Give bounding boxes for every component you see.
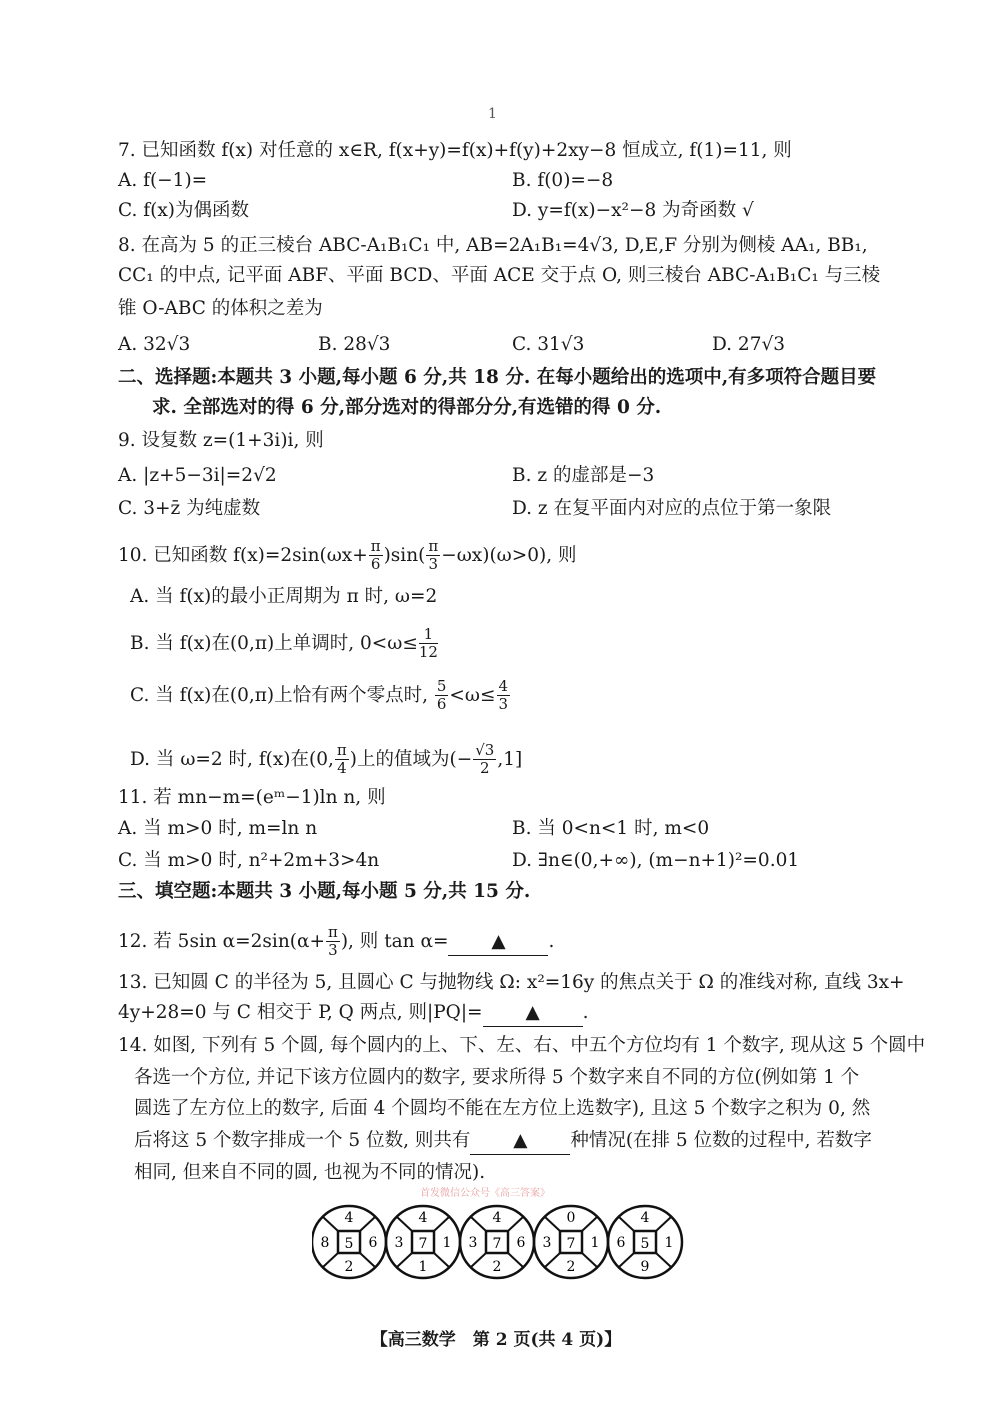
line-main <box>118 334 190 355</box>
text-segment: 11. 若 mn−m=(eᵐ−1)ln n, 则 <box>118 787 386 808</box>
answer-blank: ▲ <box>483 1000 583 1027</box>
text-segment: )sin( <box>383 544 426 566</box>
line-main <box>118 140 792 161</box>
text-segment: A. 当 f(x)的最小正周期为 π 时, ω=2 <box>130 586 438 607</box>
circle-digit-bottom: 2 <box>492 1259 502 1275</box>
denominator: 6 <box>436 695 447 713</box>
divider <box>323 1253 338 1267</box>
divider <box>508 1253 523 1267</box>
text-line <box>118 538 577 573</box>
divider <box>545 1253 560 1267</box>
circle-digit-bottom: 2 <box>566 1259 576 1275</box>
circle-digit-bottom: 9 <box>640 1259 650 1275</box>
text-line <box>118 848 800 874</box>
divider <box>471 1217 486 1231</box>
line-main <box>118 972 905 993</box>
text-line <box>130 678 511 713</box>
text-segment: ), 则 tan α= <box>340 930 449 952</box>
text-segment: 求. 全部选对的得 6 分,部分选对的得部分分,有选错的得 0 分. <box>152 397 662 418</box>
fraction <box>426 538 440 573</box>
numerator: π <box>428 537 439 555</box>
text-segment: 12. 若 5sin α=2sin(α+ <box>118 930 325 952</box>
divider <box>656 1217 671 1231</box>
answer-blank: ▲ <box>470 1128 570 1155</box>
numerator: 5 <box>436 677 447 695</box>
text-segment: D. ∃n∈(0,+∞), (m−n+1)²=0.01 <box>512 850 800 871</box>
line-main <box>118 430 324 451</box>
line-main <box>152 397 661 418</box>
text-line <box>134 1096 870 1122</box>
text-line <box>118 138 792 164</box>
line-main <box>118 1035 925 1056</box>
option-right <box>512 198 754 224</box>
text-line <box>130 626 439 661</box>
line-main <box>130 586 437 607</box>
text-segment: D. y=f(x)−x²−8 为奇函数 √ <box>512 200 754 221</box>
circle-digit-center: 7 <box>492 1236 502 1252</box>
divider <box>619 1217 634 1231</box>
line-main <box>134 1130 872 1151</box>
text-line <box>118 463 655 489</box>
text-segment: 各选一个方位, 并记下该方位圆内的数字, 要求所得 5 个数字来自不同的方位(例如第 1 个 <box>134 1067 860 1088</box>
circle-digit-left: 6 <box>616 1235 626 1251</box>
text-segment: A. 当 m>0 时, m=ln n <box>118 818 318 839</box>
text-line <box>118 924 554 959</box>
page-mark: 1 <box>488 106 497 122</box>
text-segment: B. 当 f(x)在(0,π)上单调时, 0<ω≤ <box>130 632 418 654</box>
circle-digit-right: 6 <box>516 1235 526 1251</box>
divider <box>397 1253 412 1267</box>
line-main <box>130 677 511 713</box>
text-segment: D. 27√3 <box>712 334 786 355</box>
line-main <box>134 1162 485 1183</box>
circle-digit-bottom: 1 <box>418 1259 428 1275</box>
text-line <box>118 263 880 289</box>
denominator: 6 <box>370 555 381 573</box>
text-segment: 8. 在高为 5 的正三棱台 ABC-A₁B₁C₁ 中, AB=2A₁B₁=4√3, D,E,F 分别为侧棱 AA₁, BB₁, <box>118 235 868 256</box>
text-segment: 三、填空题:本题共 3 小题,每小题 5 分,共 15 分. <box>118 881 531 902</box>
denominator: 12 <box>418 643 438 661</box>
denominator: 3 <box>498 695 509 713</box>
text-segment: 锥 O-ABC 的体积之差为 <box>118 298 323 319</box>
line-main <box>118 235 868 256</box>
circle-digit-center: 5 <box>344 1236 354 1252</box>
text-segment: . <box>548 930 555 952</box>
line-main <box>118 787 386 808</box>
line-main <box>118 496 260 522</box>
text-line <box>134 1065 859 1091</box>
text-segment: 7. 已知函数 f(x) 对任意的 x∈R, f(x+y)=f(x)+f(y)+2xy−8 恒成立, f(1)=11, 则 <box>118 140 792 161</box>
circle-digit-top: 4 <box>492 1210 502 1226</box>
line-main <box>118 168 207 194</box>
text-segment: 圆选了左方位上的数字, 后面 4 个圆均不能在左方位上选数字), 且这 5 个数字之积为 0, 然 <box>134 1098 871 1119</box>
denominator: 3 <box>328 941 338 959</box>
text-segment: C. 当 f(x)在(0,π)上恰有两个零点时, <box>130 684 434 706</box>
fraction <box>369 538 383 573</box>
answer-blank: ▲ <box>448 929 548 956</box>
watermark: 首发微信公众号《高三答案》 <box>420 1188 550 1199</box>
line-main <box>130 625 439 661</box>
divider <box>434 1253 449 1267</box>
text-line <box>130 742 522 777</box>
circle-digit-left: 3 <box>394 1235 404 1251</box>
text-segment: 9. 设复数 z=(1+3i)i, 则 <box>118 430 324 451</box>
text-segment: . <box>582 1002 589 1023</box>
fraction <box>326 924 340 959</box>
line-main <box>118 367 876 388</box>
divider <box>323 1217 338 1231</box>
text-line <box>134 1128 872 1155</box>
divider <box>508 1217 523 1231</box>
text-line <box>118 365 876 391</box>
text-segment: 后将这 5 个数字排成一个 5 位数, 则共有 <box>134 1130 471 1151</box>
divider <box>360 1217 375 1231</box>
line-main <box>118 1002 588 1023</box>
text-segment: )上的值域为(− <box>349 748 473 770</box>
circle-digit-center: 7 <box>418 1236 428 1252</box>
text-line <box>118 785 386 811</box>
divider <box>656 1253 671 1267</box>
five-circles-figure <box>312 1204 692 1284</box>
line-main <box>118 265 880 286</box>
text-line <box>118 1033 925 1059</box>
divider <box>397 1217 412 1231</box>
fraction <box>435 678 449 713</box>
text-segment: B. f(0)=−8 <box>512 170 614 191</box>
line-main <box>130 741 523 777</box>
divider <box>545 1217 560 1231</box>
text-line <box>118 198 754 224</box>
divider <box>360 1253 375 1267</box>
circle-digit-center: 5 <box>640 1236 650 1252</box>
option-c2 <box>318 332 390 358</box>
fraction <box>419 626 438 661</box>
line-main <box>118 848 379 874</box>
circle-digit-right: 1 <box>442 1235 452 1251</box>
denominator: 3 <box>428 555 439 573</box>
text-segment: 10. 已知函数 f(x)=2sin(ωx+ <box>118 544 368 566</box>
text-line <box>118 296 323 322</box>
circle-digit-right: 1 <box>664 1235 674 1251</box>
text-segment: B. 当 0<n<1 时, m<0 <box>512 818 710 839</box>
option-c4 <box>712 332 785 358</box>
divider <box>582 1217 597 1231</box>
text-segment: CC₁ 的中点, 记平面 ABF、平面 BCD、平面 ACE 交于点 O, 则三棱台 ABC-A₁B₁C₁ 与三棱 <box>118 265 881 286</box>
text-segment: 二、选择题:本题共 3 小题,每小题 6 分,共 18 分. 在每小题给出的选项中,有多项符合题目要 <box>118 367 877 388</box>
fraction <box>473 742 496 777</box>
denominator: 2 <box>479 759 490 777</box>
numerator: π <box>336 741 347 759</box>
line-main <box>118 537 577 573</box>
circle-digit-center: 7 <box>566 1236 576 1252</box>
circle-digit-left: 8 <box>320 1235 330 1251</box>
numerator: π <box>370 537 381 555</box>
text-segment: B. 28√3 <box>318 334 391 355</box>
line-main <box>118 298 323 319</box>
text-line <box>118 970 905 996</box>
text-segment: 13. 已知圆 C 的半径为 5, 且圆心 C 与抛物线 Ω: x²=16y 的焦点关于 Ω 的准线对称, 直线 3x+ <box>118 972 905 993</box>
fraction <box>335 742 349 777</box>
text-segment: −ωx)(ω>0), 则 <box>441 544 577 566</box>
line-main <box>134 1067 859 1088</box>
text-line <box>118 332 786 358</box>
option-right <box>512 168 613 194</box>
line-main <box>118 881 530 902</box>
text-line <box>118 428 324 454</box>
text-segment: D. 当 ω=2 时, f(x)在(0, <box>130 748 334 770</box>
text-segment: A. 32√3 <box>118 334 191 355</box>
circle-digit-top: 0 <box>566 1210 576 1226</box>
text-segment: ,1] <box>497 748 523 770</box>
divider <box>582 1253 597 1267</box>
option-right <box>512 816 709 842</box>
text-segment: A. |z+5−3i|=2√2 <box>118 465 277 486</box>
circle-digit-left: 3 <box>468 1235 478 1251</box>
divider <box>471 1253 486 1267</box>
circle-digit-top: 4 <box>344 1210 354 1226</box>
text-segment: C. 当 m>0 时, n²+2m+3>4n <box>118 850 380 871</box>
option-right <box>512 463 654 489</box>
text-segment: <ω≤ <box>449 684 496 706</box>
option-right <box>512 848 799 874</box>
text-segment: A. f(−1)= <box>118 170 208 191</box>
text-segment: 种情况(在排 5 位数的过程中, 若数字 <box>570 1130 872 1151</box>
page-footer: 【高三数学 第 2 页(共 4 页)】 <box>370 1330 622 1350</box>
numerator: 1 <box>419 626 438 644</box>
line-main <box>118 816 317 842</box>
numerator: √3 <box>475 741 495 759</box>
circle-digit-bottom: 2 <box>344 1259 354 1275</box>
fraction <box>497 678 511 713</box>
text-segment: 相同, 但来自不同的圆, 也视为不同的情况). <box>134 1162 486 1183</box>
text-line <box>118 879 530 905</box>
option-right <box>512 496 831 522</box>
text-line <box>130 584 437 610</box>
text-line <box>118 233 868 259</box>
numerator: 4 <box>498 677 509 695</box>
divider <box>434 1217 449 1231</box>
circle-digit-right: 1 <box>590 1235 600 1251</box>
text-line <box>118 496 832 522</box>
circle-digit-top: 4 <box>418 1210 428 1226</box>
text-segment: 14. 如图, 下列有 5 个圆, 每个圆内的上、下、左、右、中五个方位均有 1 个数字, 现从这 5 个圆中 <box>118 1035 926 1056</box>
divider <box>619 1253 634 1267</box>
circle-digit-right: 6 <box>368 1235 378 1251</box>
line-main <box>134 1098 870 1119</box>
line-main <box>118 923 555 959</box>
numerator: π <box>327 923 338 941</box>
text-segment: C. 31√3 <box>512 334 585 355</box>
denominator: 4 <box>337 759 347 777</box>
option-c3 <box>512 332 584 358</box>
circle-digit-left: 3 <box>542 1235 552 1251</box>
text-segment: C. 3+z̄ 为纯虚数 <box>118 498 261 519</box>
text-line <box>118 168 614 194</box>
text-segment: D. z 在复平面内对应的点位于第一象限 <box>512 498 832 519</box>
circle-digit-top: 4 <box>640 1210 650 1226</box>
text-segment: C. f(x)为偶函数 <box>118 200 249 221</box>
text-line <box>134 1160 485 1186</box>
text-line <box>152 395 661 421</box>
text-segment: 4y+28=0 与 C 相交于 P, Q 两点, 则|PQ|= <box>118 1002 483 1023</box>
text-line <box>118 1000 588 1027</box>
line-main <box>118 463 277 489</box>
text-segment: B. z 的虚部是−3 <box>512 465 655 486</box>
text-line <box>118 816 710 842</box>
line-main <box>118 198 249 224</box>
